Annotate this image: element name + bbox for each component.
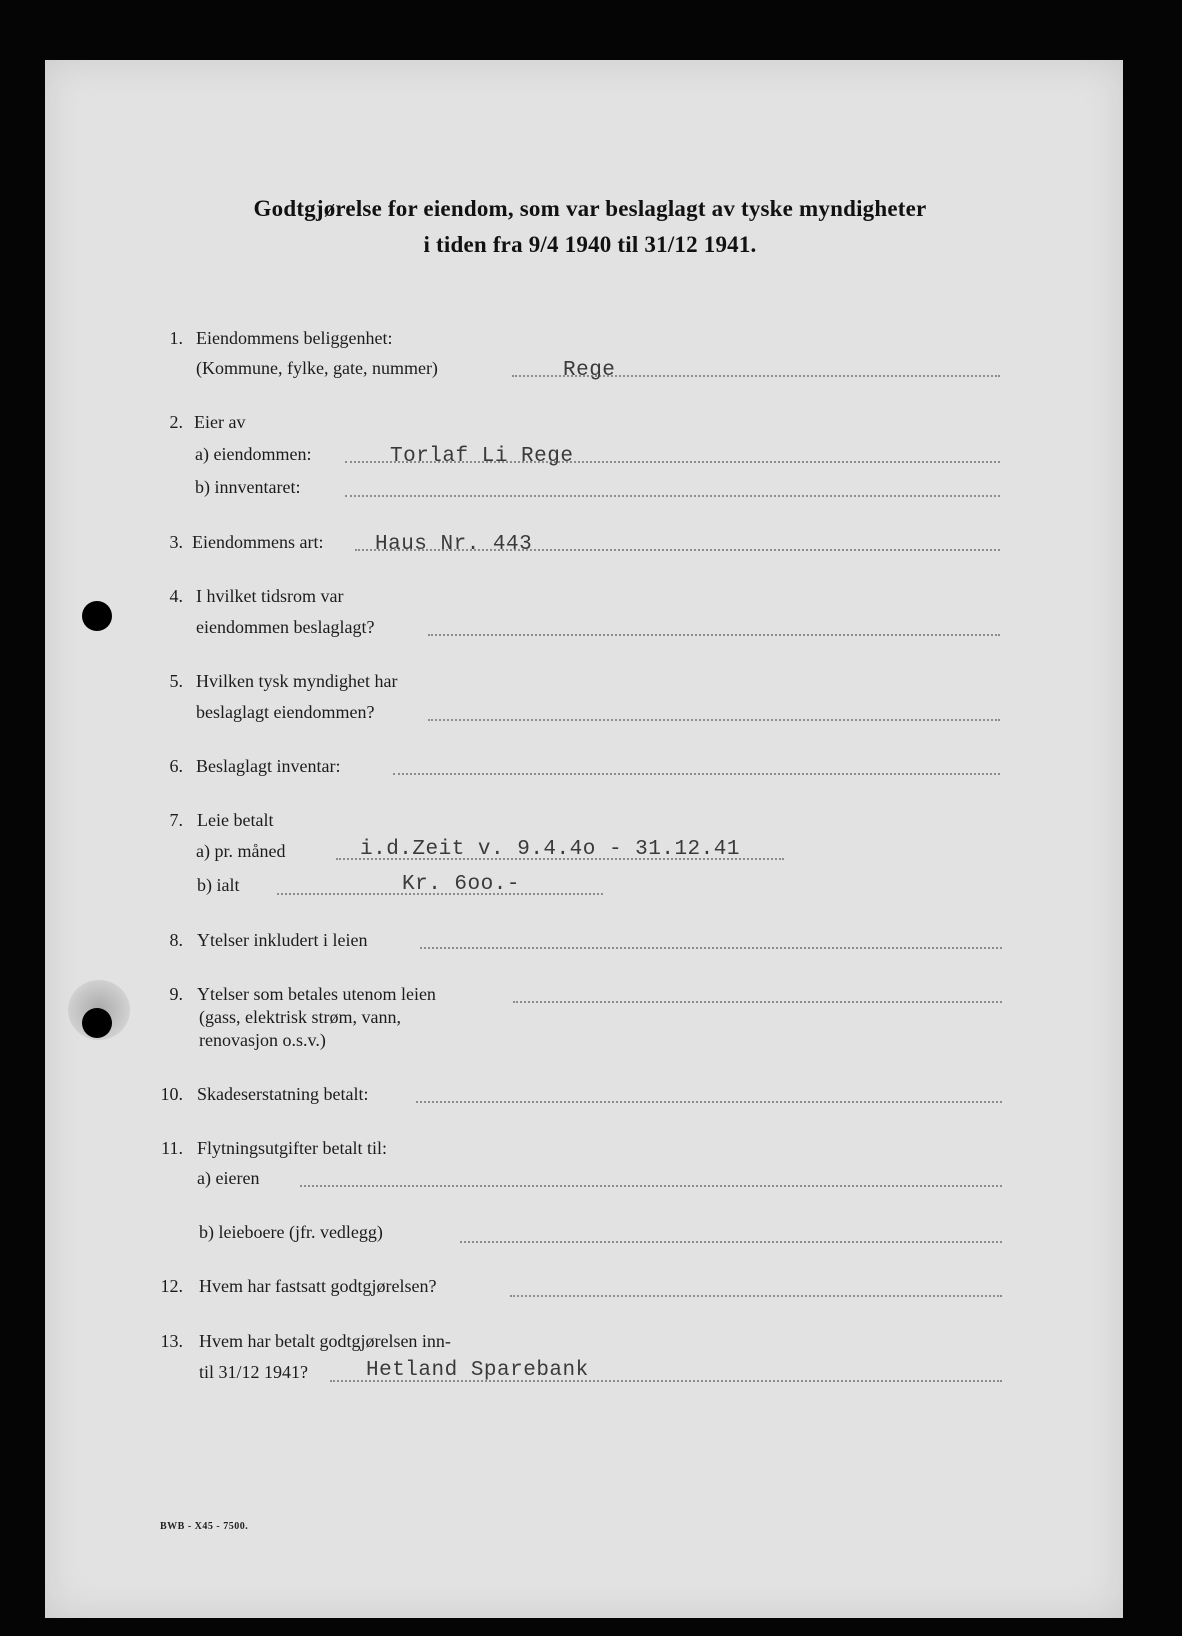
q12-label: Hvem har fastsatt godtgjørelsen? [199,1276,437,1296]
q4-label: I hvilket tidsrom var [196,586,344,606]
q4-sublabel: eiendommen beslaglagt? [196,617,375,637]
q11b-label: b) leieboere (jfr. vedlegg) [199,1222,383,1242]
q2a-label: a) eiendommen: [195,444,312,464]
punch-hole [82,1008,112,1038]
q11-label: Flytningsutgifter betalt til: [197,1138,387,1158]
q3-label: Eiendommens art: [192,532,324,552]
q9-label: Ytelser som betales utenom leien [197,984,436,1004]
item-number: 3. [169,532,183,552]
q7-label: Leie betalt [197,810,274,830]
q7a-label: a) pr. måned [196,841,286,861]
q5-sublabel: beslaglagt eiendommen? [196,702,375,722]
q13-label: Hvem har betalt godtgjørelsen inn- [199,1331,451,1351]
item-number: 6. [169,756,183,776]
item-number: 7. [169,810,183,830]
item-number: 13. [160,1331,183,1351]
q7b-answer: Kr. 6oo.- [402,873,520,896]
q2a-answer: Torlaf Li Rege [390,445,574,468]
q11a-answer-line [300,1185,1002,1187]
q12-answer-line [510,1295,1002,1297]
q2b-answer-line [345,495,1000,497]
item-number: 11. [161,1138,183,1158]
q8-answer-line [420,947,1002,949]
q5-label: Hvilken tysk myndighet har [196,671,398,691]
item-number: 5. [169,671,183,691]
q6-label: Beslaglagt inventar: [196,756,341,776]
punch-hole [82,601,112,631]
q8-label: Ytelser inkludert i leien [197,930,368,950]
form-code: BWB - X45 - 7500. [160,1521,249,1532]
item-number: 4. [169,586,183,606]
form-subtitle: i tiden fra 9/4 1940 til 31/12 1941. [423,232,757,257]
item-number: 8. [169,930,183,950]
q13-sublabel: til 31/12 1941? [199,1362,308,1382]
q1-answer: Rege [563,359,616,382]
q13-answer: Hetland Sparebank [366,1359,589,1382]
q11a-label: a) eieren [197,1168,260,1188]
q1-sublabel: (Kommune, fylke, gate, nummer) [196,358,438,378]
item-number: 10. [160,1084,183,1104]
item-number: 12. [160,1276,183,1296]
q9-sublabel: (gass, elektrisk strøm, vann, [199,1007,401,1027]
q11b-answer-line [460,1241,1002,1243]
q9-answer-line [513,1001,1002,1003]
q6-answer-line [393,773,1000,775]
q4-answer-line [428,634,1000,636]
item-number: 1. [169,328,183,348]
item-number: 2. [169,412,183,432]
q10-label: Skadeserstatning betalt: [197,1084,369,1104]
q5-answer-line [428,719,1000,721]
item-number: 9. [169,984,183,1004]
form-title: Godtgjørelse for eiendom, som var beslaglagt av tyske myndigheter [253,196,927,221]
q2-label: Eier av [194,412,246,432]
q7b-label: b) ialt [197,875,240,895]
q10-answer-line [416,1101,1002,1103]
q1-label: Eiendommens beliggenhet: [196,328,393,348]
q3-answer: Haus Nr. 443 [375,533,533,556]
q9-sublabel: renovasjon o.s.v.) [199,1030,326,1050]
q2b-label: b) innventaret: [195,477,301,497]
q7a-answer: i.d.Zeit v. 9.4.4o - 31.12.41 [360,838,740,861]
